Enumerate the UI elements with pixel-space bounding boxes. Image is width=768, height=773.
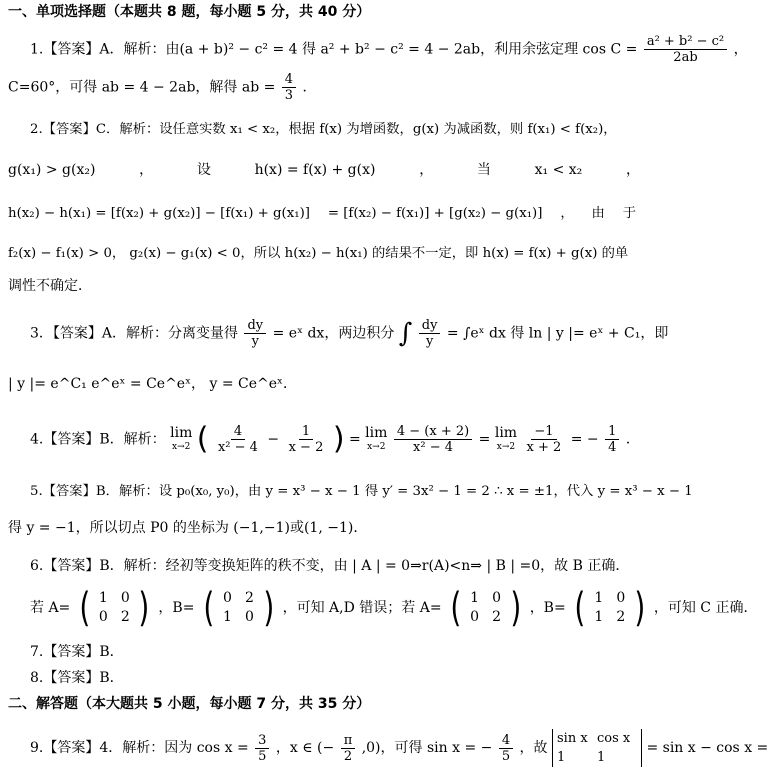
q2-line4: f₂(x) − f₁(x) > 0， g₂(x) − g₁(x) < 0，所以 h(x₂) − h(x₁) 的结果不一定，即 h(x) = f(x) + g(x) 的单 (8, 246, 629, 261)
q4-line (30, 421, 640, 457)
q4-f4-den: x + 2 (526, 440, 562, 455)
q9-f3-den: 5 (501, 748, 511, 764)
q4-lim2-sub: x→2 (367, 441, 386, 452)
q4-fraction-5 (605, 424, 619, 455)
q4-lim-sub: x→2 (172, 441, 191, 452)
q2-line5: 调性不确定． (8, 278, 92, 294)
matrix-b1-cell: 2 (245, 590, 254, 606)
q9-f3-num: 4 (499, 733, 513, 749)
q9-line (30, 728, 768, 768)
q9-fraction-1 (255, 733, 269, 764)
q1-answer-fraction (282, 72, 296, 103)
q4-lim3-sub: x→2 (496, 441, 516, 452)
q3-mid1: = eˣ dx，两边积分 (272, 325, 395, 342)
q2-l3-c4: 于 (622, 206, 636, 221)
q4-limit-2 (365, 426, 387, 454)
q9-f1-den: 5 (258, 748, 267, 764)
matrix-a1-cell: 0 (120, 590, 130, 606)
matrix-a1-cell: 0 (98, 609, 108, 625)
q9-mid3: ，故 (519, 740, 548, 756)
q4-fraction-1 (215, 424, 261, 455)
q4-limit (170, 426, 192, 454)
matrix-b2-cell: 1 (594, 590, 604, 606)
q6-line1: 6.【答案】B．解析：经初等变换矩阵的秩不变，由 | A | = 0⇒r(A)<n⇒ | B | =0，故 B 正确． (30, 558, 630, 574)
q4-lim2-word: lim (365, 424, 388, 441)
q4-f5-num: 1 (605, 424, 619, 440)
matrix-b2-cell: 1 (594, 609, 604, 625)
q3-fraction-2 (419, 318, 441, 349)
q9-mid2: ,0)，可得 sin x = − (361, 740, 493, 756)
q4-fraction-3 (394, 424, 472, 455)
q3-f2-num: dy (419, 318, 441, 334)
q6-p1: 若 A= (30, 600, 71, 616)
q6-p2: ，B= (158, 600, 195, 616)
q1-text: 1.【答案】A．解析：由(a + b)² − c² = 4 得 a² + b² − c² = 4 − 2ab，利用余弦定理 cos C = (30, 41, 638, 58)
section2-heading: 二、解答题（本大题共 5 小题，每小题 7 分，共 35 分） (8, 696, 371, 712)
q4-lim3-word: lim (494, 424, 518, 441)
matrix-b1-cell: 1 (223, 609, 232, 625)
q6-p5: ，可知 C 正确． (653, 600, 758, 616)
q2-line1: 2.【答案】C．解析：设任意实数 x₁ < x₂，根据 f(x) 为增函数，g(x) 为减函数，则 f(x₁) < f(x₂)， (30, 122, 617, 137)
q4-eq3: = − (570, 431, 599, 448)
q4-lim-word: lim (170, 424, 193, 441)
q4-text: 4.【答案】B．解析： (30, 431, 166, 448)
q4-eq1: = (348, 431, 361, 448)
q9-determinant (552, 729, 642, 767)
q9-f2-den: 2 (343, 748, 353, 764)
q4-limit-3 (495, 426, 517, 454)
q4-f3-den: x² − 4 (413, 440, 454, 455)
q1-line1 (30, 34, 748, 65)
q4-f4-num: −1 (531, 424, 556, 440)
matrix-a1-cell: 1 (98, 590, 108, 606)
q2-l3-c2: ， (560, 206, 574, 221)
q2-l2-c2: 设 (196, 162, 211, 178)
integral-sign: ∫ (398, 318, 413, 349)
q3-mid2: = ∫eˣ dx 得 ln | y |= eˣ + C₁，即 (446, 325, 669, 342)
q4-left-paren: ( (196, 421, 209, 457)
q4-f1-den: x² − 4 (217, 440, 258, 455)
q8-answer: 8.【答案】B． (30, 670, 124, 686)
q4-f2-den: x − 2 (288, 440, 324, 455)
q2-l2-c5: 当 (476, 162, 491, 178)
q1-ans-num: 4 (282, 72, 296, 88)
q1-line2-post: ． (302, 79, 317, 96)
q5-line2: 得 y = −1，所以切点 P0 的坐标为 (−1,−1)或(1, −1)． (8, 520, 368, 536)
q2-line2 (8, 160, 640, 180)
q4-f5-den: 4 (608, 440, 617, 455)
q4-right-paren: ) (332, 421, 345, 457)
q4-eq2: = (478, 431, 491, 448)
q9-fraction-2 (341, 733, 356, 764)
matrix-b2-cell: 2 (616, 609, 626, 625)
q1-cos-fraction (644, 34, 727, 65)
q9-mid1: ，x ∈ (− (275, 740, 335, 756)
q2-l3-c3: 由 (591, 206, 605, 221)
q2-l2-c7: ， (626, 162, 640, 178)
matrix-a2-cell: 1 (470, 590, 480, 606)
q4-fraction-4 (524, 424, 565, 455)
q3-line2: | y |= e^C₁ e^eˣ = Ce^eˣ， y = Ce^eˣ． (8, 376, 297, 392)
q9-f1-num: 3 (255, 733, 269, 749)
q9-text: 9.【答案】4．解析：因为 cos x = (30, 740, 249, 756)
matrix-a2-cell: 0 (470, 609, 480, 625)
q1-ans-den: 3 (284, 88, 294, 103)
det-cell: 1 (597, 750, 606, 765)
q6-line2 (30, 585, 758, 631)
q2-line3 (8, 204, 636, 224)
matrix-a1: ( 1 0 0 2 ) (79, 585, 150, 631)
q4-fraction-2 (286, 424, 327, 455)
matrix-b1: ( 0 2 1 0 ) (203, 585, 274, 631)
q9-f2-num: π (341, 733, 356, 749)
matrix-a2-cell: 2 (492, 609, 502, 625)
q2-l2-c6: x₁ < x₂ (534, 162, 583, 178)
q4-minus: − (267, 431, 280, 448)
matrix-b1-cell: 0 (245, 609, 254, 625)
q3-f1-num: dy (244, 318, 266, 334)
q7-answer: 7.【答案】B． (30, 644, 124, 660)
q4-post: ． (625, 431, 640, 448)
q4-f2-num: 1 (299, 424, 313, 440)
q1-line2 (8, 72, 317, 103)
q1-frac-num: a² + b² − c² (644, 34, 727, 50)
section1-heading: 一、单项选择题（本题共 8 题，每小题 5 分，共 40 分） (8, 4, 371, 20)
det-cell: cos x (597, 731, 631, 746)
q1-line2-text: C=60°，可得 ab = 4 − 2ab，解得 ab = (8, 79, 276, 96)
matrix-b2: ( 1 0 1 2 ) (574, 585, 646, 631)
matrix-a2: ( 1 0 0 2 ) (450, 585, 521, 631)
matrix-a2-cell: 0 (492, 590, 502, 606)
det-cell: sin x (557, 731, 588, 746)
q9-post: = sin x − cos x = (646, 740, 768, 756)
q9-fraction-3 (499, 733, 513, 764)
q2-l3-c0: h(x₂) − h(x₁) = [f(x₂) + g(x₂)] − [f(x₁) + g(x₁)] (8, 206, 310, 221)
q4-f3-num: 4 − (x + 2) (394, 424, 472, 440)
q1-text-post: ， (733, 41, 748, 58)
q4-f1-num: 4 (231, 424, 245, 440)
q3-text: 3．【答案】A．解析：分离变量得 (30, 325, 239, 342)
q6-p4: ，B= (529, 600, 566, 616)
matrix-a1-cell: 2 (120, 609, 130, 625)
q2-l3-c1: = [f(x₂) − f(x₁)] + [g(x₂) − g(x₁)] (327, 206, 543, 221)
q1-frac-den: 2ab (673, 50, 698, 65)
q6-p3: ，可知 A,D 错误；若 A= (282, 600, 442, 616)
q2-l2-c3: h(x) = f(x) + g(x) (254, 162, 376, 178)
det-cell: 1 (557, 750, 566, 765)
q3-f2-den: y (425, 334, 434, 349)
q3-fraction-1 (244, 318, 266, 349)
q2-l2-c1: ， (139, 162, 154, 178)
matrix-b2-cell: 0 (616, 590, 626, 606)
q3-f1-den: y (251, 334, 259, 349)
q5-line1: 5.【答案】B．解析：设 p₀(x₀, y₀)，由 y = x³ − x − 1 得 y′ = 3x² − 1 = 2 ∴ x = ±1，代入 y = x³ − x − 1 (30, 484, 693, 499)
q2-l2-c4: ， (419, 162, 434, 178)
matrix-b1-cell: 0 (223, 590, 232, 606)
q2-l2-c0: g(x₁) > g(x₂) (8, 162, 96, 178)
q3-line1 (30, 318, 668, 349)
